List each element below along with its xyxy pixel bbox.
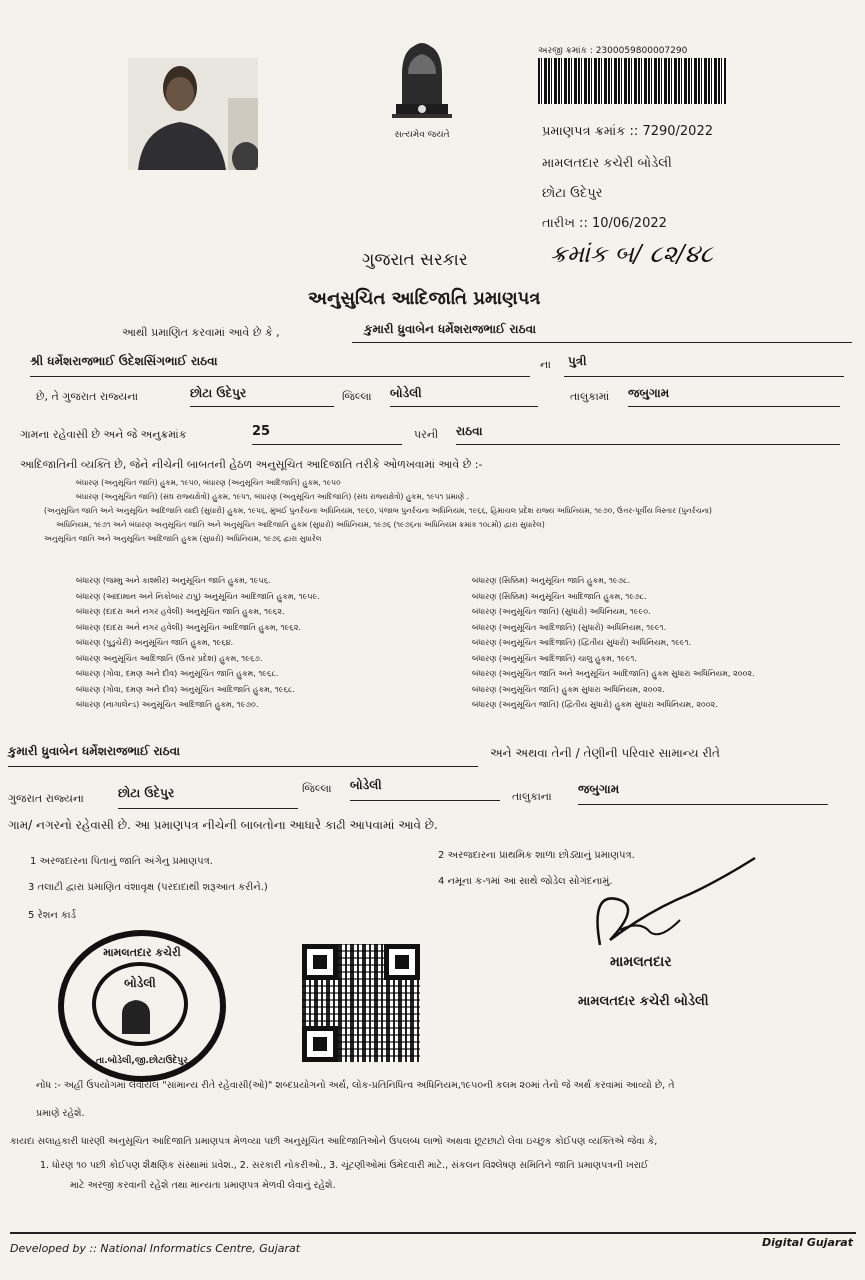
- list-item: બંધારણ (આંદામાન અને નિકોબાર ટાપુ) અનુસૂચિત આદિજાતિ હુકમ, ૧૯૫૯.: [76, 591, 320, 601]
- applicant-name-repeat: કુમારી ધ્રુવાબેન ધર્મેશરાજભાઈ રાઠવા: [8, 744, 478, 767]
- seal-top-text: મામલતદાર કચેરી: [103, 946, 181, 959]
- residence-line: ગામ/ નગરનો રહેવાસી છે. આ પ્રમાણપત્ર નીચેની બાબતોના આધારે કાઢી આપવામાં આવે છે.: [8, 818, 438, 832]
- list-item: બંધારણ (અનુસૂચિત આદિજાતિ) ચાલુ હુકમ, ૧૯૯૧.: [472, 653, 637, 663]
- list-item: બંધારણ (સિક્કિમ) અનુસૂચિત આદિજાતિ હુકમ, ૧૯૭૮.: [472, 591, 647, 601]
- applicant-photo: [128, 58, 258, 170]
- list-item: બંધારણ (અનુસૂચિત જાતિ) હુકમ સુધારા અધિનિયમ, ૨૦૦૨.: [472, 684, 665, 694]
- orders-list: [44, 478, 844, 548]
- office-line1: મામલતદાર કચેરી બોડેલી: [542, 156, 672, 171]
- doc-item: 3 તલાટી દ્વારા પ્રમાણિત વંશાવૃક્ષ (પરદાદાથી શરૂઆત કરીને.): [28, 882, 268, 893]
- state-prefix: છે, તે ગુજરાત રાજ્યના: [36, 390, 139, 403]
- list-item: બંધારણ (ગોવા, દમણ અને દીવ) અનુસૂચિત આદિજાતિ હુકમ, ૧૯૬૮.: [76, 684, 295, 694]
- list-item: બંધારણ (દાદરા અને નગર હવેલી) અનુસૂચિત જાતિ હુકમ, ૧૯૬૨.: [76, 607, 285, 616]
- doc-item: 1 અરજદારના પિતાનું જાતિ અંગેનુ પ્રમાણપત્ર.: [30, 856, 213, 867]
- jilla-label: જિલ્લા: [342, 390, 372, 403]
- district-repeat: છોટા ઉદેપુર: [118, 786, 298, 809]
- list-item: બંધારણ (અનુસૂચિત જાતિ) (દ્વિતીય સુધારો) હુકમ સુધારા અધિનિયમ, ૨૦૦૨.: [472, 700, 718, 709]
- tribe-name: રાઠવા: [456, 424, 840, 445]
- serial-number: 25: [252, 424, 402, 445]
- list-item: બંધારણ (દાદરા અને નગર હવેલી) અનુસૂચિત આદિજાતિ હુકમ, ૧૯૬૨.: [76, 622, 301, 632]
- list-item: બંધારણ (સિક્કિમ) અનુસૂચિત જાતિ હુકમ, ૧૯૭૮.: [472, 576, 631, 585]
- taluka-label-repeat: તાલુકાના: [512, 790, 552, 803]
- order-item: બંધારણ (અનુસૂચિત જાતિ) (સંઘ રાજ્યક્ષેત્રો) હુકમ, ૧૯૫૧, બંધારણ (અનુસૂચિત આદિજાતિ) (સંઘ રાજ્યક્ષેત્રો) હુકમ, ૧૯૫૧ પ્રમાણે .: [76, 492, 469, 501]
- applicant-name: કુમારી ધ્રુવાબેન ધર્મેશરાજભાઈ રાઠવા: [352, 322, 852, 343]
- signatory-office: મામલતદાર કચેરી બોડેલી: [578, 994, 709, 1009]
- note-3: 1. ધોરણ ૧૦ પછી કોઈપણ શૈક્ષણિક સંસ્થામાં પ્રવેશ., 2. સરકારી નોકરીઓ., 3. ચૂંટણીઓમાં ઉમેદવારી માટે., સંકલન વિશ્લેષણ સમિતિને જાતિ પ્રમાણપત્રની ખરાઈ: [40, 1160, 649, 1171]
- barcode: [538, 58, 726, 104]
- office-seal: [58, 930, 226, 1082]
- emblem-caption: સત્યમેવ જયતે: [394, 130, 450, 140]
- certificate-number: પ્રમાણપત્ર ક્રમાંક :: 7290/2022: [542, 124, 713, 139]
- order-item: બંધારણ (અનુસૂચિત જાતિ) હુકમ, ૧૯૫૦, બંધારણ (અનુસૂચિત આદિજાતિ) હુકમ, ૧૯૫૦: [76, 478, 341, 487]
- list-item: બંધારણ (અનુસૂચિત આદિજાતિ) (સુધારો) અધિનિયમ, ૧૯૯૧.: [472, 622, 667, 632]
- footer-rule: [10, 1232, 856, 1234]
- order-item: અધિનિયમ, ૧૯૭૧ અને બંધારણ અનુસૂચિત જાતિ અને અનુસૂચિત આદિજાતિ હુકમ (સુધારો) અધિનિયમ, ૧૯૭૬ (૧૯૭૬ના અધિનિયમ ક્રમાંક ૧૦૮મો) દ્વારા સુધારેલ): [56, 520, 545, 529]
- footer-left: Developed by :: National Informatics Centre, Gujarat: [10, 1242, 301, 1255]
- village: જબુગામ: [628, 386, 840, 407]
- doc-item: 4 નમૂના ક-૧માં આ સાથે જોડેલ સોગંદનામું.: [438, 876, 613, 887]
- relation: પુત્રી: [564, 354, 844, 377]
- list-item: બંધારણ (ગોવા, દમણ અને દીવ) અનુસૂચિત જાતિ હુકમ, ૧૯૬૮.: [76, 669, 279, 678]
- father-name: શ્રી ધર્મેશરાજભાઈ ઉદેશસિંગભાઈ રાઠવા: [30, 354, 530, 377]
- gujarat-prefix: ગુજરાત રાજ્યના: [8, 792, 84, 805]
- jilla-label-repeat: જિલ્લા: [302, 782, 332, 795]
- list-item: બંધારણ (અનુસૂચિત જાતિ અને અનુસૂચિત આદિજાતિ) હુકમ સુધારા અધિનિયમ, ૨૦૦૨.: [472, 669, 755, 678]
- govt-title: ગુજરાત સરકાર: [362, 250, 468, 270]
- certificate-title: અનુસુચિત આદિજાતિ પ્રમાણપત્ર: [308, 288, 541, 309]
- list-item: બંધારણ (જમ્મુ અને કાશ્મીર) અનુસૂચિત જાતિ હુકમ, ૧૯૫૬.: [76, 576, 271, 585]
- serial-prefix: ગામના રહેવાસી છે અને જે અનુક્રમાંક: [20, 428, 187, 441]
- signatory-title: મામલતદાર: [610, 954, 672, 970]
- doc-item: 2 અરજદારના પ્રાથમિક શાળા છોડ્યાનું પ્રમાણપત્ર.: [438, 850, 635, 861]
- family-line: અને અથવા તેની / તેણીની પરિવાર સામાન્ય રીતે: [490, 746, 721, 760]
- qr-finder: [384, 944, 420, 980]
- taluka-repeat: બોડેલી: [350, 778, 500, 801]
- district: છોટા ઉદેપુર: [190, 386, 334, 407]
- seal-inner-ring: [92, 962, 188, 1046]
- list-item: બંધારણ (અનુસૂચિત આદિજાતિ) (દ્વિતીય સુધારો) અધિનિયમ, ૧૯૯૧.: [472, 638, 692, 647]
- intro-text: આથી પ્રમાણિત કરવામાં આવે છે કે ,: [122, 326, 280, 339]
- na-label: ના: [540, 358, 551, 371]
- seal-center-text: બોડેલી: [124, 976, 156, 990]
- handwritten-ref: ક્રમાંક બ/ ૮૨/૪૮: [550, 240, 713, 268]
- orders-list-right: [472, 576, 852, 716]
- orders-list-left: [76, 576, 456, 716]
- qr-finder: [302, 1026, 338, 1062]
- note-1: નોંધ :- અહીં ઉપયોગમાં લેવાયેલ "સામાન્ય રીતે રહેવાસી(ઓ)" શબ્દપ્રયોગનો અર્થ, લોક-પ્રતિનિધિત્વ અધિનિયમ,૧૯૫૦ની કલમ ૨૦માં તેનો જે અર્થ કરવામાં આવ્યો છે, તે: [36, 1080, 675, 1091]
- list-item: બંધારણ અનુસૂચિત આદિજાતિ (ઉત્તર પ્રદેશ) હુકમ, ૧૯૬૭.: [76, 653, 263, 663]
- list-item: બંધારણ (અનુસૂચિત જાતિ) (સુધારો) અધિનિયમ, ૧૯૯૦.: [472, 607, 651, 616]
- identification-line: આદિજાતિની વ્યક્તિ છે, જેને નીચેની બાબતની હેઠળ અનુસૂચિત આદિજાતિ તરીકે ઓળખવામાં આવે છે :-: [20, 458, 483, 471]
- list-item: બંધારણ (નાગાલેન્ડ) અનુસૂચિત આદિજાતિ હુકમ, ૧૯૭૦.: [76, 700, 259, 709]
- parni-label: પરની: [414, 428, 439, 441]
- qr-code: [302, 944, 420, 1062]
- office-line2: છોટા ઉદેપુર: [542, 186, 603, 201]
- national-emblem: [382, 34, 462, 138]
- list-item: બંધારણ (પુડુચેરી) અનુસૂચિત જાતિ હુકમ, ૧૯૬૪.: [76, 638, 234, 647]
- seal-bottom-text: તા.બોડેલી,જી.છોટાઉદેપુર: [96, 1056, 188, 1066]
- doc-item: 5 રેશન કાર્ડ: [28, 910, 77, 921]
- note-2: કાયદા સલાહકારી ધારણી અનુસૂચિત આદિજાતિ પ્રમાણપત્ર મેળવ્યા પછી અનુસૂચિત આદિજાતિઓને ઉપલબ્ધ લાભો અથવા છૂટછાટો લેવા ઇચ્છુક કોઈપણ વ્યક્તિએ જેવા કે,: [10, 1136, 658, 1147]
- taluka: બોડેલી: [390, 386, 538, 407]
- taluka-label: તાલુકામાં: [570, 390, 610, 403]
- barcode-label: અરજી ક્રમાંક : 2300059800007290: [538, 46, 688, 56]
- footer-right: Digital Gujarat: [762, 1236, 853, 1249]
- note-4: માટે અરજી કરવાની રહેશે તથા માન્યતા પ્રમાણપત્ર મેળવી લેવાનું રહેશે.: [70, 1180, 336, 1191]
- order-item: અનુસૂચિત જાતિ અને અનુસૂચિત આદિજાતિ હુકમ (સુધારો) અધિનિયમ, ૧૯૭૬ દ્વારા સુધારેલ: [44, 534, 322, 543]
- note-1b: પ્રમાણે રહેશે.: [36, 1108, 85, 1119]
- qr-finder: [302, 944, 338, 980]
- signature: [580, 850, 770, 960]
- date-line: તારીખ :: 10/06/2022: [542, 216, 667, 231]
- order-item: (અનુસૂચિત જાતિ અને અનુસૂચિત આદિજાતિ યાદી (સુધારો) હુકમ, ૧૯૫૬, મુંબઈ પુનર્રચના અધિનિયમ, ૧૯૬૦, પંજાબ પુનર્રચના અધિનિયમ, ૧૯૬૬, હિમાચલ પ્રદેશ રાજ્ય અધિનિયમ, ૧૯૭૦, ઉત્તર-પૂર્વીય વિસ્તાર (પુનર્રચના): [44, 506, 712, 515]
- village-repeat: જબુગામ: [578, 782, 828, 805]
